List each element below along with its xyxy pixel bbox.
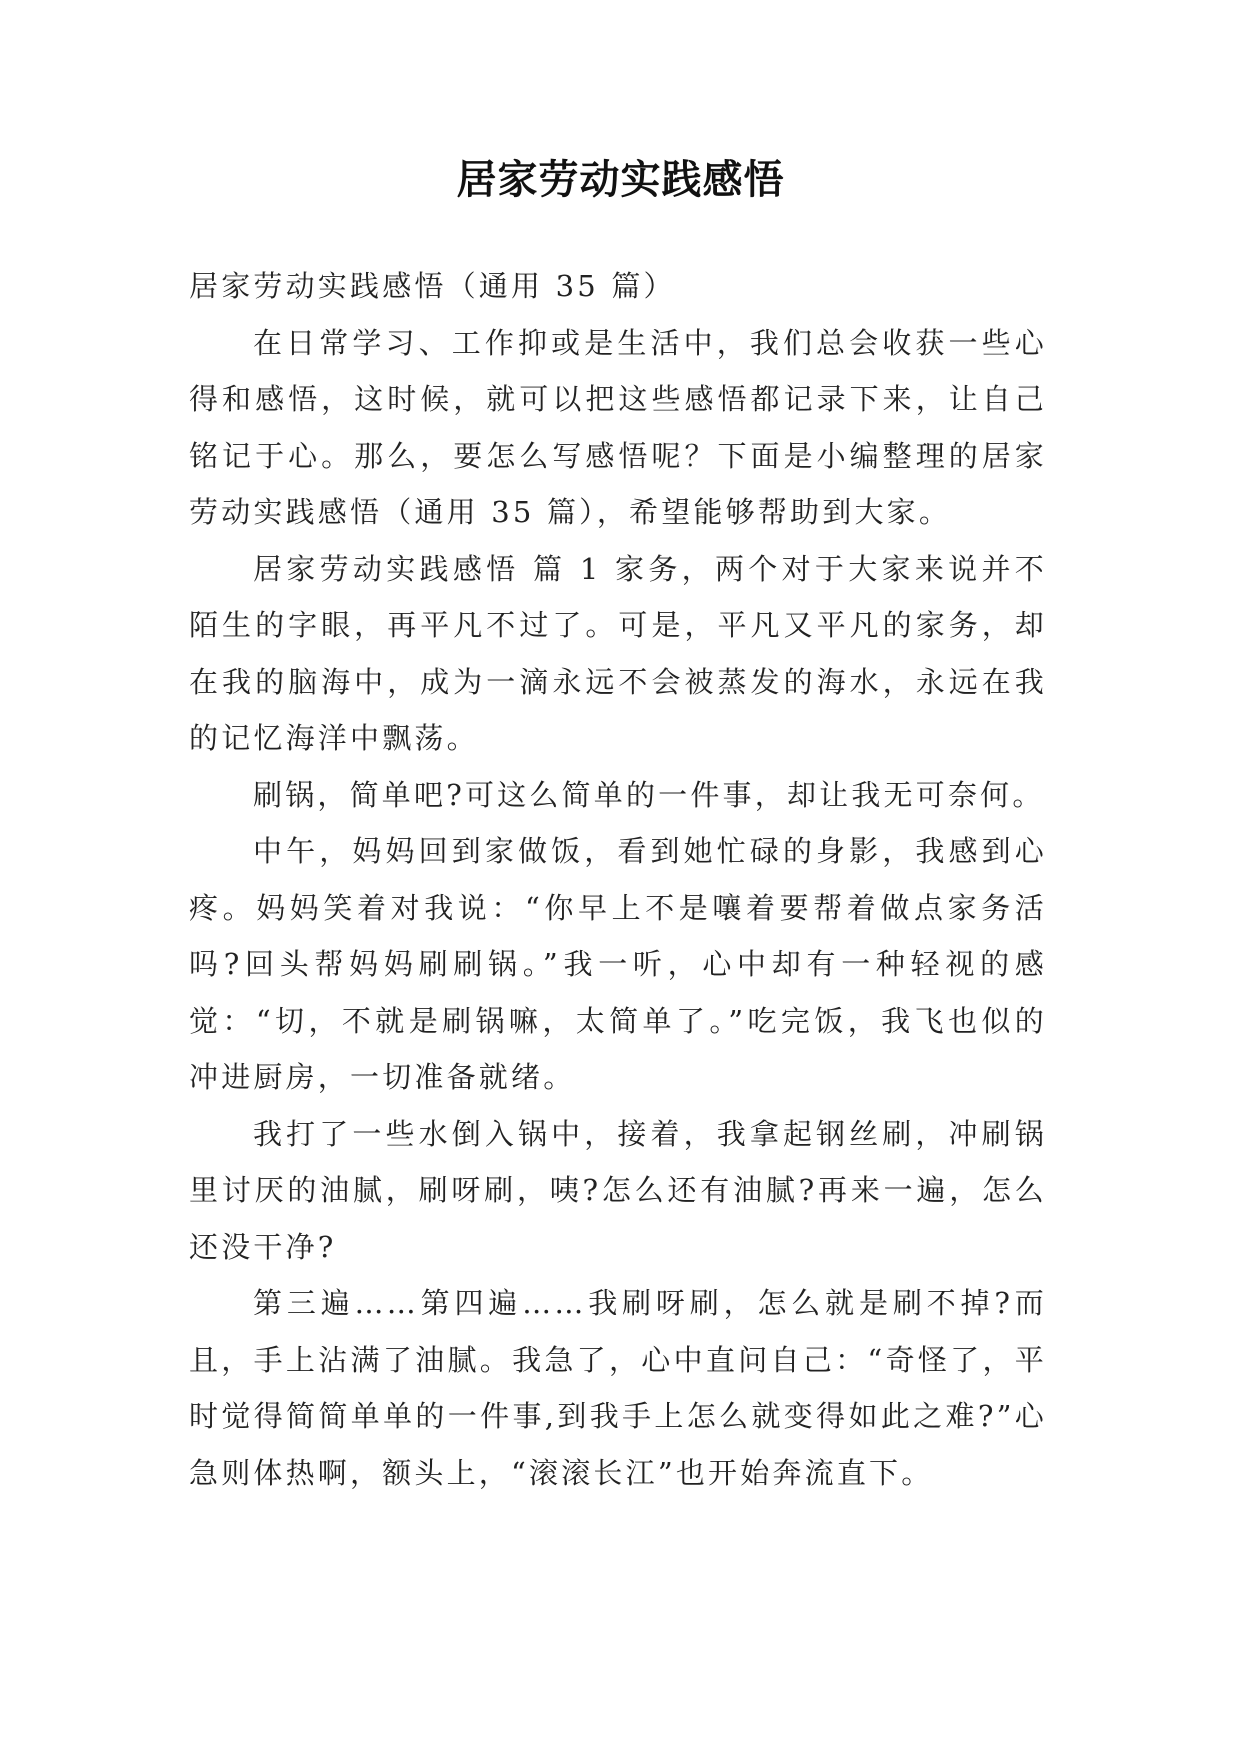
paragraph-essay-1-noon: 中午，妈妈回到家做饭，看到她忙碌的身影，我感到心疼。妈妈笑着对我说：“你早上不是嚷着要帮着做点家务活吗?回头帮妈妈刷刷锅。”我一听，心中却有一种轻视的感觉：“切，不就是刷锅嘛，太简单了。”吃完饭，我飞也似的冲进厨房，一切准备就绪。 — [189, 834, 1047, 1094]
paragraph-essay-1-wash-pot: 刷锅，简单吧?可这么简单的一件事，却让我无可奈何。 — [253, 777, 1045, 812]
document-title: 居家劳动实践感悟 — [456, 157, 785, 203]
paragraph-subtitle: 居家劳动实践感悟（通用 35 篇） — [189, 269, 676, 303]
paragraph-essay-1-opening: 居家劳动实践感悟 篇 1 家务，两个对于大家来说并不陌生的字眼，再平凡不过了。可是，平凡又平凡的家务，却在我的脑海中，成为一滴永远不会被蒸发的海水，永远在我的记忆海洋中飘荡。 — [189, 551, 1047, 755]
paragraph-intro: 在日常学习、工作抑或是生活中，我们总会收获一些心得和感悟，这时候，就可以把这些感悟都记录下来，让自己铭记于心。那么，要怎么写感悟呢？下面是小编整理的居家劳动实践感悟（通用 35 篇），希望能够帮助到大家。 — [189, 325, 1047, 529]
paragraph-essay-1-third-time: 第三遍……第四遍……我刷呀刷，怎么就是刷不掉?而且，手上沾满了油腻。我急了，心中直问自己：“奇怪了，平时觉得简简单单的一件事,到我手上怎么就变得如此之难?”心急则体热啊，额头上，“滚滚长江”也开始奔流直下。 — [189, 1286, 1047, 1490]
document-body — [189, 258, 1047, 1501]
paragraph-essay-1-scrub: 我打了一些水倒入锅中，接着，我拿起钢丝刷，冲刷锅里讨厌的油腻，刷呀刷，咦?怎么还有油腻?再来一遍，怎么还没干净? — [189, 1116, 1047, 1264]
